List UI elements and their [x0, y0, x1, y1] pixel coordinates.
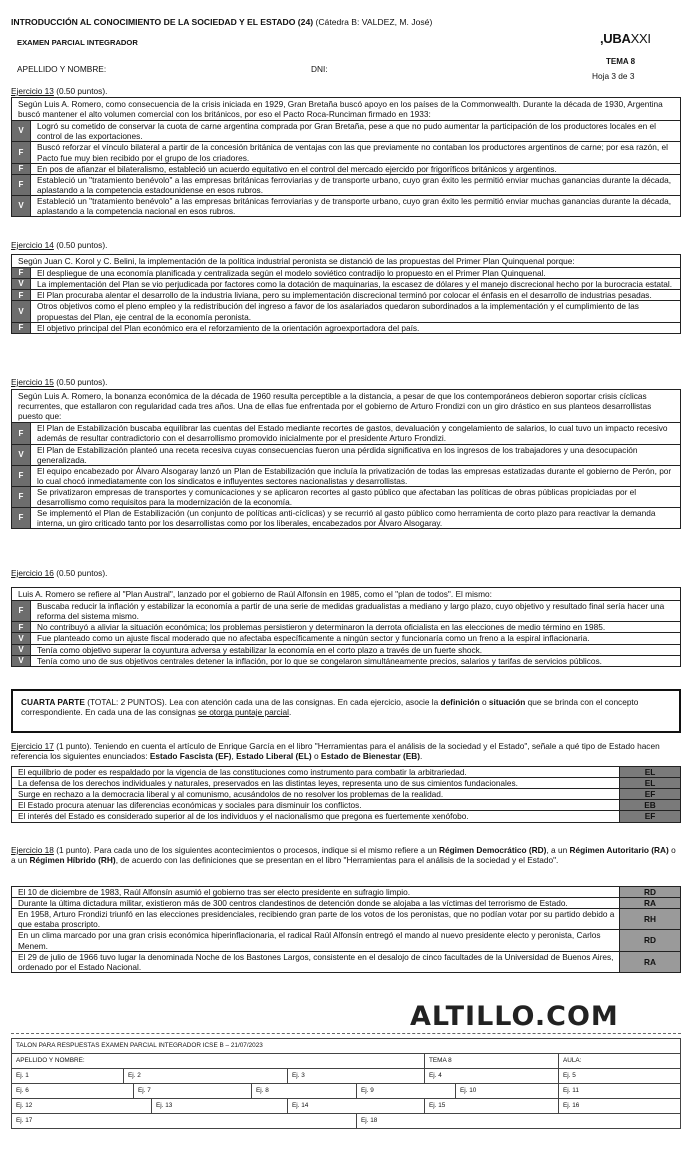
table-row: [12, 767, 680, 778]
q18-table: [11, 886, 681, 973]
q16-option: [12, 601, 680, 622]
q13-option: [12, 196, 680, 216]
statement: En 1958, Arturo Frondizi triunfó en las elecciones presidenciales, recibiendo gran parte de los votos de los peronistas, que no podían votar por su partido debido a que estaba proscripto.: [12, 909, 620, 929]
slip-row: [12, 1114, 680, 1128]
q15-title: Ejercicio 15 (0.50 puntos).: [11, 377, 108, 387]
slip-cell: Ej. 7: [133, 1084, 251, 1098]
slip-cell: Ej. 16: [558, 1099, 680, 1113]
table-row: [12, 811, 680, 821]
q13-option: [12, 121, 680, 142]
answer-slip: [11, 1038, 681, 1129]
altillo-watermark: ALTILLO.COM: [410, 1001, 619, 1032]
statement: El Estado procura atenuar las diferencias económicas y sociales para disminuir los conflictos.: [12, 800, 620, 810]
q16-stem: Luis A. Romero se refiere al "Plan Austral", lanzado por el gobierno de Raúl Alfonsín en 1985, como el "plan de todos". El mismo:: [12, 588, 680, 601]
cut-line: [11, 1033, 681, 1034]
answer-mark: F: [12, 268, 31, 278]
answer-cell: EL: [620, 767, 680, 777]
dni-label: DNI:: [311, 64, 328, 74]
answer-mark: V: [12, 196, 31, 216]
q13-title: Ejercicio 13 (0.50 puntos).: [11, 86, 108, 96]
statement: Durante la última dictadura militar, existieron más de 300 centros clandestinos de detención donde se alojaba a las víctimas del terrorismo de Estado.: [12, 898, 620, 908]
statement: La defensa de los derechos individuales y naturales, preservados en las distintas leyes, representa uno de sus cimientos fundacionales.: [12, 778, 620, 788]
option-text: Se privatizaron empresas de transportes y comunicaciones y se aplicaron recortes al gasto público que afectaban las políticas de obras públicas propiciadas por el desarrollismo como requisitos para la modernización de la economía.: [37, 486, 637, 508]
q14-stem: Según Juan C. Korol y C. Belini, la implementación de la política industrial peronista se distanció de las propuestas del Primer Plan Quinquenal porque:: [12, 255, 680, 268]
statement: El interés del Estado es considerado superior al de los individuos y el nacionalismo que pregona es fuertemente xenófobo.: [12, 811, 620, 821]
option-text: La implementación del Plan se vio perjudicada por factores como la dotación de maquinarias, la escasez de dólares y el manejo discrecional hecho por la burocracia estatal.: [37, 279, 673, 290]
slip-cell: Ej. 17: [16, 1117, 33, 1124]
statement: En un clima marcado por una gran crisis económica hiperinflacionaria, el radical Raúl Alfonsín entregó el mando al nuevo presidente electo y peronista, Carlos Menem.: [12, 930, 620, 950]
q13-table: [11, 97, 681, 217]
slip-cell: Ej. 14: [287, 1099, 424, 1113]
option-text: Se implementó el Plan de Estabilización (un conjunto de políticas anti-cíclicas) y se recurrió al gasto público como herramienta de corto plazo para reactivar la demanda interna, un giro criticado tanto por los desarrollistas como por los liberales, encabezados por Álvaro Alsogaray.: [37, 508, 656, 529]
q18-title: Ejercicio 18 (1 punto). Para cada uno de los siguientes acontecimientos o procesos, indique si el mismo refiere a un Régimen Democrático (RD), a un Régimen Autoritario (RA) o a un Régimen Híbrido (RH), de acuerdo con las definiciones que se presentan en el libro "Herramientas para el análisis de la sociedad y el Estado".: [11, 845, 676, 866]
option-text: El equipo encabezado por Álvaro Alsogaray lanzó un Plan de Estabilización que incluía la privatización de todas las empresas estatizadas durante el gobierno de Perón, por lo cual chocó inmediatamente con los sindicatos e influyentes sectores nacionalistas y desarrollistas.: [37, 465, 672, 486]
q15-option: [12, 466, 680, 487]
statement: El equilibrio de poder es respaldado por la vigencia de las constituciones como instrumento para combatir la arbitrariedad.: [12, 767, 620, 777]
answer-cell: RD: [620, 930, 680, 950]
slip-cell: Ej. 1: [16, 1072, 29, 1079]
slip-row: [12, 1099, 680, 1114]
slip-cell: Ej. 11: [558, 1084, 680, 1098]
answer-cell: RA: [620, 898, 680, 908]
slip-cell: Ej. 9: [356, 1084, 455, 1098]
option-text: El Plan de Estabilización planteó una receta recesiva cuyas consecuencias fueron una pérdida significativa en los ingresos de los trabajadores y una desocupación generalizada.: [37, 444, 638, 465]
answer-mark: F: [12, 601, 31, 621]
answer-mark: F: [12, 466, 31, 486]
q15-table: [11, 389, 681, 529]
statement: El 10 de diciembre de 1983, Raúl Alfonsín asumió el gobierno tras ser electo presidente en sufragio limpio.: [12, 887, 620, 897]
answer-cell: RD: [620, 887, 680, 897]
slip-title-row: [12, 1039, 680, 1054]
table-row: [12, 800, 680, 811]
table-row: [12, 909, 680, 930]
option-text: Estableció un "tratamiento benévolo" a las empresas británicas ferroviarias y de transporte urbano, cuyo gran éxito les permitió enviar muchas ganancias durante la década, aplastando a la competencia estadounidense en esos rubros.: [37, 174, 672, 195]
option-text: Estableció un "tratamiento benévolo" a las empresas británicas ferroviarias y de transporte urbano, cuyo gran éxito les permitió enviar muchas ganancias durante la década, aplastando a la competencia nacional en esos rubros.: [37, 195, 672, 217]
statement: El 29 de julio de 1966 tuvo lugar la denominada Noche de los Bastones Largos, consistente en el desalojo de cinco facultades de la Universidad de Buenos Aires, ordenado por el Estado Nacional.: [12, 952, 620, 972]
q16-option: [12, 645, 680, 656]
q14-table: [11, 254, 681, 334]
q13-option: [12, 164, 680, 175]
q13-option: [12, 175, 680, 196]
q17-table: [11, 766, 681, 823]
page-number: Hoja 3 de 3: [592, 71, 635, 81]
answer-mark: V: [12, 645, 31, 655]
slip-cell: Ej. 13: [151, 1099, 287, 1113]
option-text: En pos de afianzar el bilateralismo, estableció un acuerdo equitativo en el control del mercado ejercido por frigoríficos británicos y argentinos.: [37, 163, 557, 174]
slip-cell: Ej. 2: [123, 1069, 287, 1083]
slip-row: [12, 1069, 680, 1084]
option-text: El objetivo principal del Plan económico era el reforzamiento de la orientación agroexportadora del país.: [37, 322, 420, 333]
tema-label: TEMA 8: [606, 57, 636, 66]
option-text: El despliegue de una economía planificada y centralizada según el modelo soviético contradijo lo propuesto en el Primer Plan Quinquenal.: [37, 268, 546, 279]
table-row: [12, 789, 680, 800]
answer-cell: RA: [620, 952, 680, 972]
option-text: No contribuyó a aliviar la situación económica; los problemas persistieron y determinaron la derrota oficialista en las elecciones de medio término en 1985.: [37, 622, 606, 633]
answer-mark: F: [12, 323, 31, 333]
answer-mark: F: [12, 142, 31, 162]
option-text: Fue planteado como un ajuste fiscal moderado que no afectaba específicamente a ningún sector y funcionaría como un freno a la espiral inflacionaria.: [37, 633, 590, 644]
q16-title: Ejercicio 16 (0.50 puntos).: [11, 568, 108, 578]
slip-apellido: APELLIDO Y NOMBRE:: [16, 1057, 85, 1064]
table-row: [12, 887, 680, 898]
apellido-label: APELLIDO Y NOMBRE:: [17, 64, 107, 74]
answer-cell: EF: [620, 789, 680, 799]
q16-option: [12, 656, 680, 666]
answer-cell: EF: [620, 811, 680, 821]
slip-cell: Ej. 3: [287, 1069, 424, 1083]
uba-logo: ,UBAXXI: [600, 31, 651, 46]
slip-cell: Ej. 5: [558, 1069, 680, 1083]
slip-cell: Ej. 18: [356, 1114, 680, 1128]
slip-row: [12, 1084, 680, 1099]
slip-cell: Ej. 10: [455, 1084, 558, 1098]
slip-title: TALON PARA RESPUESTAS EXAMEN PARCIAL INTEGRADOR ICSE B – 21/07/2023: [16, 1042, 263, 1049]
q15-option: [12, 423, 680, 444]
q15-option: [12, 508, 680, 528]
answer-mark: F: [12, 423, 31, 443]
answer-mark: V: [12, 301, 31, 321]
table-row: [12, 952, 680, 972]
answer-mark: F: [12, 175, 31, 195]
q14-title: Ejercicio 14 (0.50 puntos).: [11, 240, 108, 250]
answer-cell: RH: [620, 909, 680, 929]
q17-title: Ejercicio 17 (1 punto). Teniendo en cuenta el artículo de Enrique García en el libro "Herramientas para el análisis de la sociedad y el Estado", señale a qué tipo de Estado hacen referencia los siguientes enunciados: Estado Fascista (EF), Estado Liberal (EL) o Estado de Bienestar (EB).: [11, 741, 660, 762]
slip-name-row: [12, 1054, 680, 1069]
option-text: Buscó reforzar el vínculo bilateral a partir de la concesión británica de ventajas con las que previamente no contaban los productores argentinos de carne; por esa razón, el Pacto fue muy bien recibido por el grupo de los criadores.: [37, 142, 668, 163]
q16-option: [12, 633, 680, 644]
statement: Surge en rechazo a la democracia liberal y al comunismo, acusándolos de no resolver los problemas de la realidad.: [12, 789, 620, 799]
slip-cell: Ej. 6: [16, 1087, 29, 1094]
exam-name: EXAMEN PARCIAL INTEGRADOR: [17, 38, 138, 47]
q13-stem: Según Luis A. Romero, como consecuencia de la crisis iniciada en 1929, Gran Bretaña buscó apoyo en los países de la Commonwealth. Durante la década de 1930, Argentina buscó mantener el alto volumen comercial con los británicos, por eso el Pacto Roca-Runciman firmado en 1933:: [12, 98, 680, 121]
option-text: Otros objetivos como el pleno empleo y la redistribución del ingreso a favor de los asalariados quedaron subordinados a la implementación y el cumplimiento de las propuestas del Plan, eje central de la economía peronista.: [37, 301, 639, 322]
q15-stem: Según Luis A. Romero, la bonanza económica de la década de 1960 resulta perceptible a la distancia, a pesar de que los contemporáneos debieron soportar crisis cíclicas recurrentes, que estallaron con regularidad cada tres años. Una de ellas fue enfrentada por el gobierno de Arturo Frondizi con un giro drástico en sus planteos desarrollistas puesto que:: [12, 390, 680, 423]
answer-mark: F: [12, 622, 31, 632]
answer-mark: F: [12, 487, 31, 507]
slip-tema: TEMA 8: [424, 1054, 558, 1068]
answer-cell: EB: [620, 800, 680, 810]
option-text: El Plan procuraba alentar el desarrollo de la industria liviana, pero su implementación discrecional terminó por colocar el énfasis en el desarrollo de industrias pesadas.: [37, 290, 652, 301]
q14-option: [12, 279, 680, 290]
q14-option: [12, 290, 680, 301]
q15-option: [12, 487, 680, 508]
table-row: [12, 778, 680, 789]
q14-option: [12, 268, 680, 279]
table-row: [12, 898, 680, 909]
table-row: [12, 930, 680, 951]
slip-cell: Ej. 15: [424, 1099, 558, 1113]
answer-mark: V: [12, 279, 31, 289]
answer-mark: V: [12, 633, 31, 643]
option-text: Tenía como objetivo superar la coyuntura adversa y estabilizar la economía en el corto plazo a través de un fuerte shock.: [37, 644, 483, 655]
answer-mark: V: [12, 121, 31, 141]
course-title: INTRODUCCIÓN AL CONOCIMIENTO DE LA SOCIEDAD Y EL ESTADO (24) (Cátedra B: VALDEZ, M. José): [11, 17, 433, 27]
q14-option: [12, 323, 680, 333]
answer-mark: V: [12, 445, 31, 465]
answer-cell: EL: [620, 778, 680, 788]
answer-mark: F: [12, 164, 31, 174]
option-text: Buscaba reducir la inflación y estabilizar la economía a partir de una serie de medidas gradualistas a mediano y largo plazo, cuyo objetivo y resultado final sería hacer una reforma del sistema mismo.: [37, 601, 665, 622]
slip-cell: Ej. 4: [424, 1069, 558, 1083]
q14-option: [12, 301, 680, 322]
slip-aula: AULA:: [558, 1054, 680, 1068]
q16-table: [11, 587, 681, 667]
q16-option: [12, 622, 680, 633]
answer-mark: F: [12, 508, 31, 528]
option-text: El Plan de Estabilización buscaba equilibrar las cuentas del Estado mediante recortes de gastos, devaluación y congelamiento de salarios, lo cual tuvo un impacto recesivo además de resultar contradictorio con el desarrollismo promovido inicialmente por el presidente Arturo Frondizi.: [37, 423, 668, 444]
slip-cell: Ej. 12: [16, 1102, 33, 1109]
q13-option: [12, 142, 680, 163]
q15-option: [12, 445, 680, 466]
slip-cell: Ej. 8: [251, 1084, 356, 1098]
option-text: Logró su cometido de conservar la cuota de carne argentina comprada por Gran Bretaña, pese a que no pudo aumentar la participación de los productores locales en el control de las exportaciones.: [37, 121, 656, 142]
option-text: Tenía como uno de sus objetivos centrales detener la inflación, por lo que se congelaron simultáneamente precios, salarios y tarifas de servicios públicos.: [37, 655, 602, 666]
answer-mark: V: [12, 656, 31, 666]
answer-mark: F: [12, 290, 31, 300]
cuarta-parte-box: CUARTA PARTE (TOTAL: 2 PUNTOS). Lea con atención cada una de las consignas. En cada ejercicio, asocie la definición o situación que se brinda con el concepto correspondiente. En cada una de las consignas se otorga puntaje parcial.: [11, 689, 681, 733]
